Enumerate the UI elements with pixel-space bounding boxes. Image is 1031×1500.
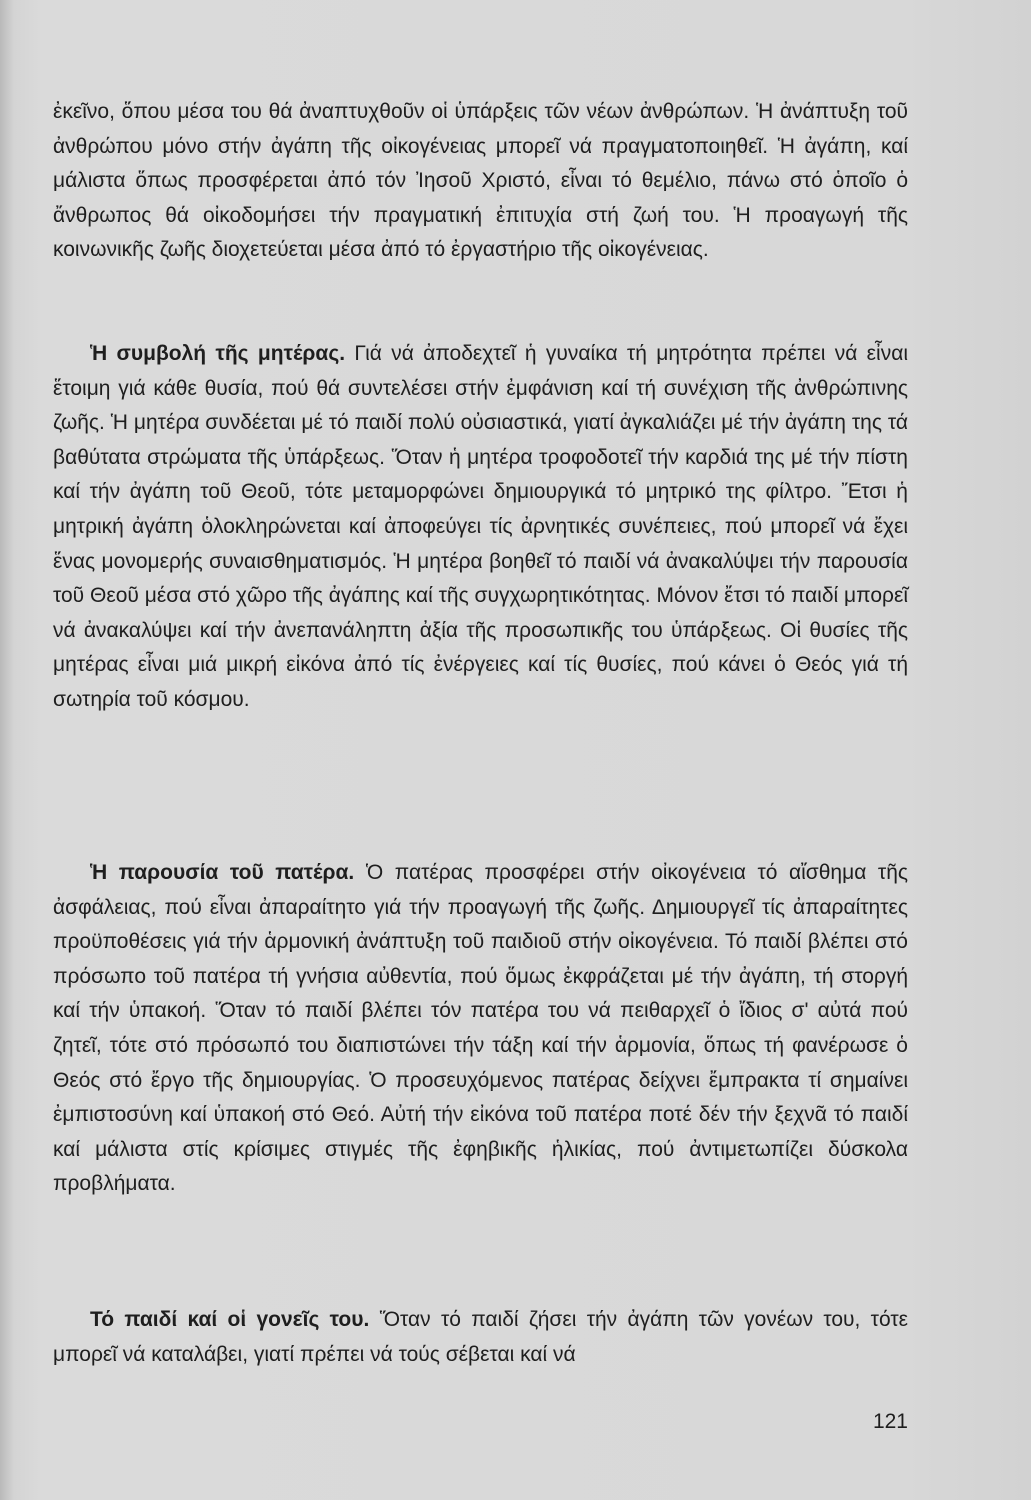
paragraph-father	[53, 856, 908, 1202]
paragraph-mother-text: Γιά νά ἀποδεχτεῖ ἡ γυναίκα τή μητρότητα πρέπει νά εἶναι ἕτοιμη γιά κάθε θυσία, πού θά συντελέσει στήν ἐμφάνιση καί τή συνέχιση τῆς ἀνθρώπινης ζωῆς. Ἡ μητέρα συνδέεται μέ τό παιδί πολύ οὐσιαστικά, γιατί ἀγκαλιάζει μέ τήν ἀγάπη της τά βαθύτατα στρώματα τῆς ὑπάρξεως. Ὅταν ἡ μητέρα τροφοδοτεῖ τήν καρδιά της μέ τήν πίστη καί τήν ἀγάπη τοῦ Θεοῦ, τότε μεταμορφώνει δημιουργικά τό μητρικό της φίλτρο. Ἔτσι ἡ μητρική ἀγάπη ὁλοκληρώνεται καί ἀποφεύγει τίς ἀρνητικές συνέπειες, πού μπορεῖ νά ἔχει ἕνας μονομερής συναισθηματισμός. Ἡ μητέρα βοηθεῖ τό παιδί νά ἀνακαλύψει τήν παρουσία τοῦ Θεοῦ μέσα στό χῶρο τῆς ἀγάπης καί τῆς συγχωρητικότητας. Μόνον ἔτσι τό παιδί μπορεῖ νά ἀνακαλύψει καί τήν ἀνεπανάληπτη ἀξία τῆς προσωπικῆς του ὑπάρξεως. Οἱ θυσίες τῆς μητέρας εἶναι μιά μικρή εἰκόνα ἀπό τίς ἐνέργειες καί τίς θυσίες, πού κάνει ὁ Θεός γιά τή σωτηρία τοῦ κόσμου.	[53, 342, 909, 711]
paragraph-father-text: Ὁ πατέρας προσφέρει στήν οἰκογένεια τό αἴσθημα τῆς ἀσφάλειας, πού εἶναι ἀπαραίτητο γιά τήν προαγωγή τῆς ζωῆς. Δημιουργεῖ τίς ἀπαραίτητες προϋποθέσεις γιά τήν ἁρμονική ἀνάπτυξη τοῦ παιδιοῦ στήν οἰκογένεια. Τό παιδί βλέπει στό πρόσωπο τοῦ πατέρα τή γνήσια αὐθεντία, πού ὅμως ἐκφράζεται μέ τήν ἀγάπη, τή στοργή καί τήν ὑπακοή. Ὅταν τό παιδί βλέπει τόν πατέρα του νά πειθαρχεῖ ὁ ἴδιος σ' αὐτά πού ζητεῖ, τότε στό πρόσωπό του διαπιστώνει τήν τάξη καί τήν ἁρμονία, ὅπως τή φανέρωσε ὁ Θεός στό ἔργο τῆς δημιουργίας. Ὁ προσευχόμενος πατέρας δείχνει ἔμπρακτα τί σημαίνει ἐμπιστοσύνη καί ὑπακοή στό Θεό. Αὐτή τήν εἰκόνα τοῦ πατέρα ποτέ δέν τήν ξεχνᾶ τό παιδί καί μάλιστα στίς κρίσιμες στιγμές τῆς ἐφηβικῆς ἡλικίας, πού ἀντιμετωπίζει δύσκολα προβλήματα.	[53, 861, 908, 1196]
paragraph-intro-text: ἐκεῖνο, ὅπου μέσα του θά ἀναπτυχθοῦν οἱ ὑπάρξεις τῶν νέων ἀνθρώπων. Ἡ ἀνάπτυξη τοῦ ἀνθρώπου μόνο στήν ἀγάπη τῆς οἰκογένειας μπορεῖ νά πραγματοποιηθεῖ. Ἡ ἀγάπη, καί μάλιστα ὅπως προσφέρεται ἀπό τόν Ἰησοῦ Χριστό, εἶναι τό θεμέλιο, πάνω στό ὁποῖο ὁ ἄνθρωπος θά οἰκοδομήσει τήν πραγματική ἐπιτυχία στή ζωή του. Ἡ προαγωγή τῆς κοινωνικῆς ζωῆς διοχετεύεται μέσα ἀπό τό ἐργαστήριο τῆς οἰκογένειας.	[53, 100, 908, 262]
paragraph-child-text: Ὅταν τό παιδί ζήσει τήν ἀγάπη τῶν γονέων του, τότε μπορεῖ νά καταλάβει, γιατί πρέπει νά τούς σέβεται καί νά	[53, 1308, 908, 1366]
paragraph-mother-body	[53, 337, 908, 718]
paragraph-father-body	[53, 856, 908, 1202]
paragraph-child-body	[53, 1303, 908, 1372]
paragraph-intro	[53, 95, 908, 268]
page-number: 121	[872, 1410, 908, 1433]
heading-child: Τό παιδί καί οἱ γονεῖς του.	[90, 1308, 370, 1331]
paragraph-child	[53, 1303, 908, 1372]
heading-father: Ἡ παρουσία τοῦ πατέρα.	[90, 861, 355, 884]
paragraph-mother	[53, 337, 908, 718]
heading-mother: Ἡ συμβολή τῆς μητέρας.	[90, 342, 346, 365]
